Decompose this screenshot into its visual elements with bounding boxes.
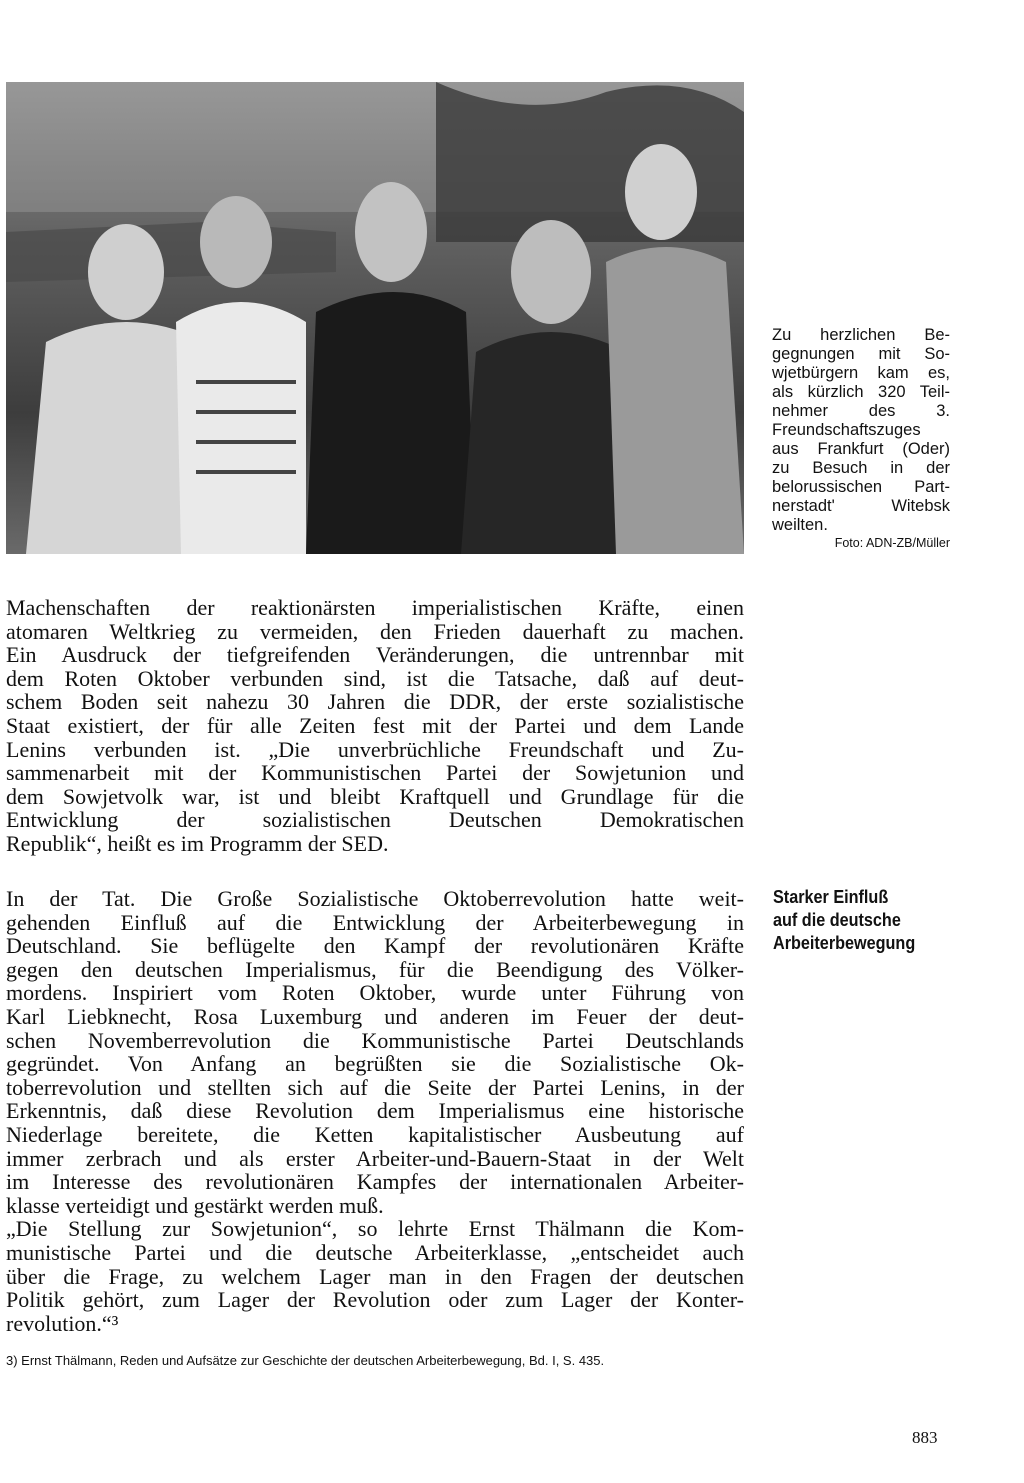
text-line: mordens. Inspiriert vom Roten Oktober, wurde unter Führung von bbox=[6, 980, 744, 1006]
text-line: munistische Partei und die deutsche Arbeiterklasse, „entscheidet auch bbox=[6, 1239, 744, 1265]
text-line: immer zerbrach und als erster Arbeiter-und-Bauern-Staat in der Welt bbox=[6, 1145, 744, 1171]
text-line: sammenarbeit mit der Kommunistischen Partei der Sowjetunion und bbox=[6, 760, 744, 786]
text-line: Entwicklung der sozialistischen Deutschen Demokratischen bbox=[6, 807, 744, 833]
footnote: 3) Ernst Thälmann, Reden und Aufsätze zur Geschichte der deutschen Arbeiterbewegung, Bd. I, S. 435. bbox=[6, 1353, 605, 1368]
margin-heading-line: auf die deutsche bbox=[773, 910, 901, 930]
caption-line: zu Besuch in der bbox=[772, 459, 950, 477]
text-line: Staat existiert, der für alle Zeiten fest mit der Partei und dem Lande bbox=[6, 712, 744, 738]
text-line: In der Tat. Die Große Sozialistische Oktoberrevolution hatte weit- bbox=[6, 886, 744, 911]
text-line: schem Boden seit nahezu 30 Jahren die DDR, der erste sozialistische bbox=[6, 689, 744, 715]
caption-line: nehmer des 3. bbox=[772, 402, 950, 420]
text-line: gehenden Einfluß auf die Entwicklung der Arbeiterbewegung in bbox=[6, 909, 744, 935]
caption-line: nerstadt' Witebsk bbox=[772, 497, 950, 515]
margin-heading bbox=[773, 886, 953, 955]
text-line: über die Frage, zu welchem Lager man in den Fragen der deutschen bbox=[6, 1263, 744, 1289]
text-line: toberrevolution und stellten sich auf die Seite der Partei Lenins, in der bbox=[6, 1074, 744, 1100]
text-line: gegen den deutschen Imperialismus, für die Beendigung des Völker- bbox=[6, 956, 744, 982]
text-line: dem Roten Oktober verbunden sind, ist die Tatsache, daß auf deut- bbox=[6, 665, 744, 691]
text-line: im Interesse des revolutionären Kampfes der internationalen Arbeiter- bbox=[6, 1169, 744, 1195]
text-line: Erkenntnis, daß diese Revolution dem Imperialismus eine historische bbox=[6, 1098, 744, 1124]
group-photo bbox=[6, 82, 744, 554]
text-line: Karl Liebknecht, Rosa Luxemburg und anderen im Feuer der deut- bbox=[6, 1003, 744, 1029]
text-line: Lenins verbunden ist. „Die unverbrüchliche Freundschaft und Zu- bbox=[6, 736, 744, 762]
text-line: „Die Stellung zur Sowjetunion“, so lehrte Ernst Thälmann die Kom- bbox=[6, 1216, 744, 1242]
text-line: Republik“, heißt es im Programm der SED. bbox=[6, 830, 389, 856]
margin-heading-line: Arbeiterbewegung bbox=[773, 933, 916, 953]
text-line: klasse verteidigt und gestärkt werden muß. bbox=[6, 1192, 384, 1218]
text-line: revolution.“³ bbox=[6, 1310, 119, 1336]
caption-line: Freundschaftszuges bbox=[772, 421, 921, 439]
photo-credit: Foto: ADN-ZB/Müller bbox=[834, 536, 950, 550]
photo-icon bbox=[6, 82, 744, 554]
text-line: schen Novemberrevolution die Kommunistische Partei Deutschlands bbox=[6, 1027, 744, 1053]
text-line: Politik gehört, zum Lager der Revolution oder zum Lager der Konter- bbox=[6, 1287, 744, 1313]
margin-heading-line: Starker Einfluß bbox=[773, 887, 889, 907]
caption-line: aus Frankfurt (Oder) bbox=[772, 440, 950, 458]
caption-line: als kürzlich 320 Teil- bbox=[772, 383, 950, 401]
caption-line: weilten. bbox=[772, 516, 828, 534]
text-line: dem Sowjetvolk war, ist und bleibt Kraftquell und Grundlage für die bbox=[6, 783, 744, 809]
text-line: atomaren Weltkrieg zu vermeiden, den Frieden dauerhaft zu machen. bbox=[6, 618, 744, 644]
caption-line: Zu herzlichen Be- bbox=[772, 326, 950, 344]
page-number: 883 bbox=[912, 1428, 938, 1447]
caption-line: wjetbürgern kam es, bbox=[772, 364, 950, 382]
text-line: Niederlage bereitete, die Ketten kapitalistischer Ausbeutung auf bbox=[6, 1121, 744, 1147]
text-line: Ein Ausdruck der tiefgreifenden Veränderungen, die untrennbar mit bbox=[6, 642, 744, 668]
body-paragraph-2 bbox=[6, 887, 744, 1335]
caption-line: belorussischen Part- bbox=[772, 478, 950, 496]
text-line: gegründet. Von Anfang an begrüßten sie die Sozialistische Ok- bbox=[6, 1051, 744, 1077]
text-line: Machenschaften der reaktionärsten imperialistischen Kräfte, einen bbox=[6, 595, 744, 620]
text-line: Deutschland. Sie beflügelte den Kampf der revolutionären Kräfte bbox=[6, 933, 744, 959]
photo-caption bbox=[772, 326, 950, 535]
caption-line: gegnungen mit So- bbox=[772, 345, 950, 363]
body-paragraph-1 bbox=[6, 596, 744, 856]
